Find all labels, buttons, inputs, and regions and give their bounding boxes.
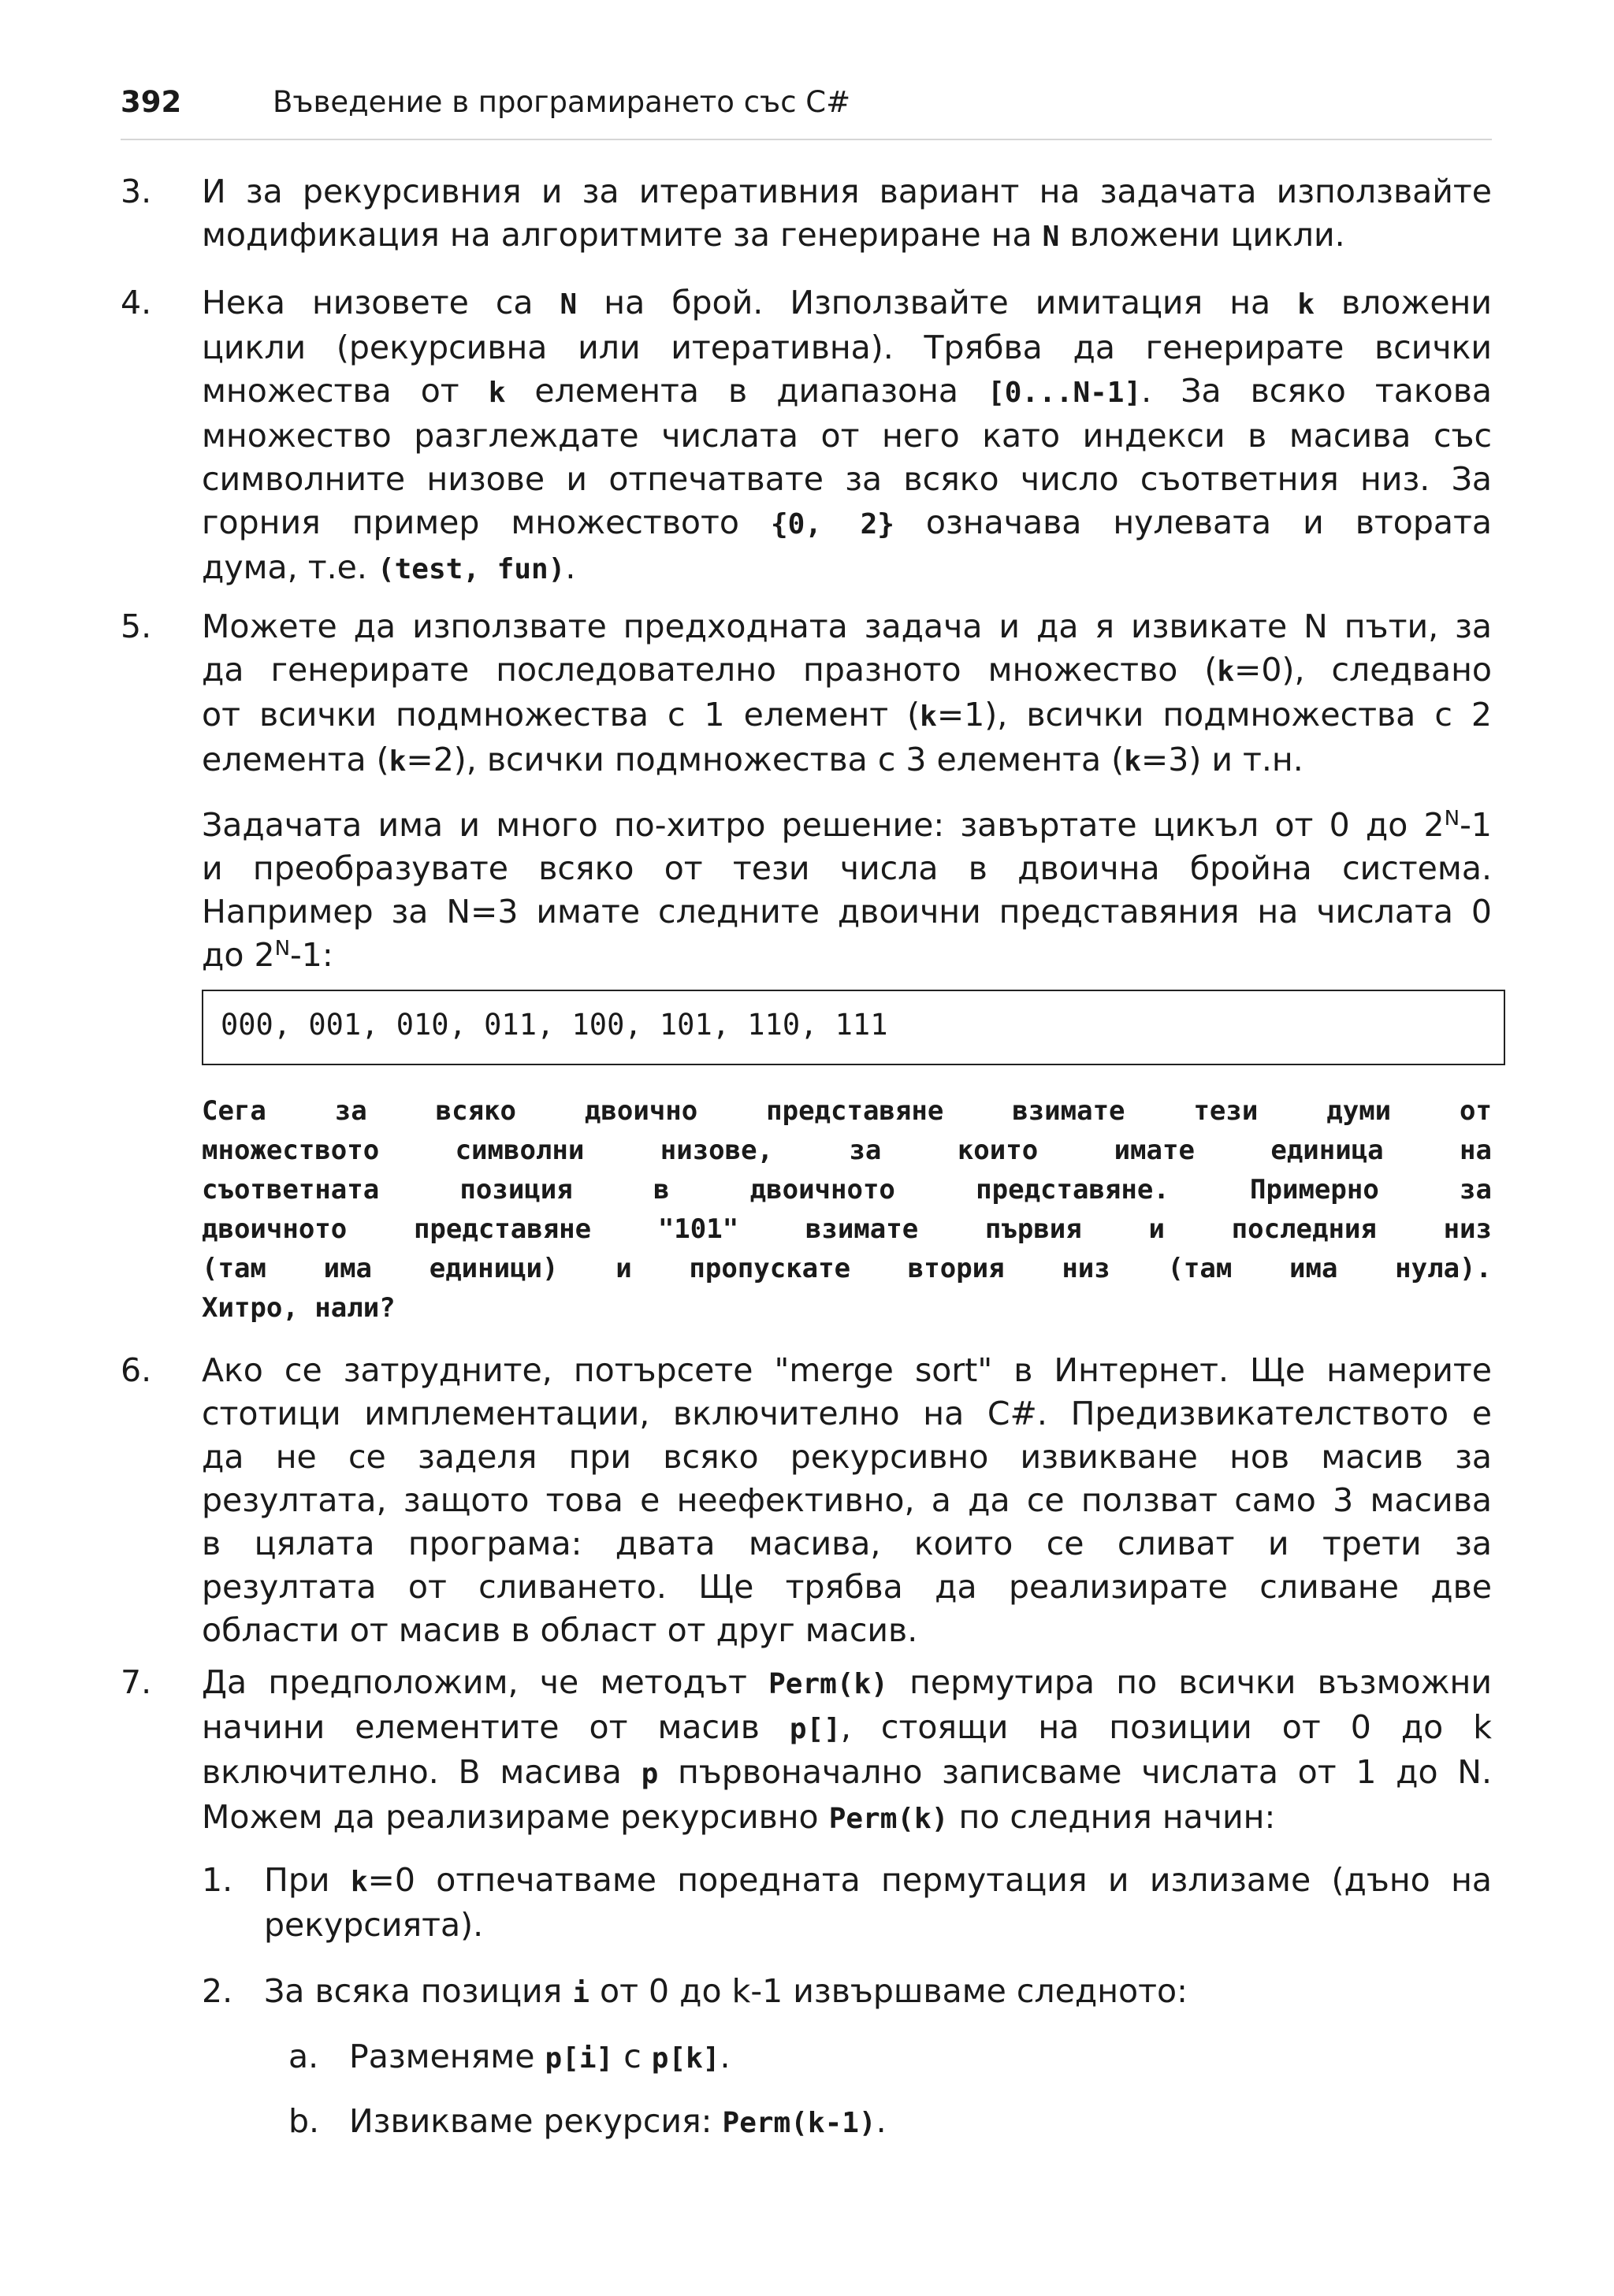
- item-number: 6.: [121, 1351, 152, 1389]
- page-number: 392: [121, 85, 182, 119]
- text-line: дума, т.е. (test, fun).: [202, 548, 576, 586]
- text-line: Задачата има и много по-хитро решение: завъртате цикъл от 0 до $2^N-1$: [202, 806, 1492, 844]
- item-text: [202, 1349, 1492, 1652]
- sub-item-letter: b.: [288, 2102, 320, 2140]
- text-line: от всички подмножества с 1 елемент (k=1), всички подмножества с 2: [202, 696, 1492, 734]
- text-line: символните низове и отпечатвате за всяко число съответния низ. За: [202, 460, 1492, 498]
- text-line: в цялата програма: двата масива, които се сливат и трети за: [202, 1525, 1492, 1562]
- text-line: цикли (рекурсивна или итеративна). Трябва да генерирате всички: [202, 329, 1492, 366]
- item-paragraph-2: [202, 804, 1492, 977]
- text-line: Можем да реализираме рекурсивно Perm(k) по следния начин:: [202, 1798, 1276, 1836]
- item-number: 5.: [121, 607, 152, 645]
- text-line: до $2^N-1$:: [202, 936, 333, 974]
- code-example-box: [202, 990, 1505, 1065]
- text-line: Можете да използвате предходната задача и да я извикате N пъти, за: [202, 607, 1492, 645]
- text-line: елемента (k=2), всички подмножества с 3 елемента (k=3) и т.н.: [202, 741, 1303, 778]
- text-line: Например за N=3 имате следните двоични представяния на числата 0: [202, 893, 1492, 931]
- running-header: [121, 82, 1492, 140]
- text-line: включително. В масива p първоначално записваме числата от 1 до N.: [202, 1753, 1493, 1791]
- item-number: 7.: [121, 1663, 152, 1701]
- text-line: множества от k елемента в диапазона [0...N-1]. За всяко такова: [202, 372, 1492, 410]
- sub-item-letter: a.: [288, 2038, 319, 2075]
- text-line: При k=0 отпечатваме поредната пермутация и излизаме (дъно на: [264, 1861, 1492, 1899]
- text-line: множество разглеждате числата от него като индекси в масива със: [202, 417, 1492, 455]
- text-line: да не се заделя при всяко рекурсивно извикване нов масив за: [202, 1438, 1492, 1476]
- code-example: 000, 001, 010, 011, 100, 101, 110, 111: [221, 1008, 888, 1042]
- note-line: (там има единици) и пропускате втория низ (там има нула).: [202, 1253, 1492, 1284]
- item-number: 4.: [121, 284, 152, 321]
- item-text: [202, 170, 1492, 258]
- text-line: Да предположим, че методът Perm(k) пермутира по всички възможни: [202, 1663, 1492, 1701]
- text-line: рекурсията).: [264, 1906, 484, 1944]
- note-line: Сега за всяко двоично представяне взимате тези думи от: [202, 1095, 1492, 1127]
- item-text: [202, 281, 1492, 591]
- text-line: и преобразувате всяко от тези числа в двоична бройна система.: [202, 849, 1492, 887]
- sub-item-text: Разменяме p[i] с p[k].: [349, 2038, 731, 2075]
- note-line: съответната позиция в двоичното представяне. Примерно за: [202, 1174, 1492, 1206]
- text-line: Ако се затрудните, потърсете "merge sort" в Интернет. Ще намерите: [202, 1351, 1492, 1389]
- text-line: стотици имплементации, включително на C#. Предизвикателството е: [202, 1395, 1492, 1432]
- book-title: Въведение в програмирането със C#: [273, 85, 851, 119]
- item-number: 3.: [121, 173, 152, 210]
- sub-item-text: [264, 1859, 1492, 1947]
- text-line: начини елементите от масив p[], стоящи на позиции от 0 до k: [202, 1708, 1492, 1746]
- note-line: множеството символни низове, за които имате единица на: [202, 1135, 1492, 1166]
- note-line: Хитро, нали?: [202, 1292, 396, 1324]
- bold-note: [202, 1091, 1492, 1328]
- text-line: да генерирате последователно празното множество (k=0), следвано: [202, 651, 1492, 689]
- sub-item-number: 2.: [202, 1972, 233, 2010]
- sub-item-number: 1.: [202, 1861, 233, 1899]
- text-line: И за рекурсивния и за итеративния вариант на задачата използвайте: [202, 173, 1492, 210]
- item-text: [202, 605, 1492, 783]
- sub-item-text: За всяка позиция i от 0 до k-1 извършваме следното:: [264, 1972, 1188, 2010]
- text-line: модификация на алгоритмите за генериране на N вложени цикли.: [202, 216, 1345, 254]
- text-line: Нека низовете са N на брой. Използвайте имитация на k вложени: [202, 284, 1493, 321]
- text-line: резултата, защото това е неефективно, а да се ползват само 3 масива: [202, 1481, 1492, 1519]
- item-text: [202, 1661, 1492, 1841]
- note-line: двоичното представяне "101" взимате първия и последния низ: [202, 1213, 1492, 1245]
- sub-item-text: Извикваме рекурсия: Perm(k-1).: [349, 2102, 887, 2140]
- text-line: горния пример множеството {0, 2} означава нулевата и втората: [202, 503, 1492, 541]
- text-line: области от масив в област от друг масив.: [202, 1611, 918, 1649]
- text-line: резултата от сливането. Ще трябва да реализирате сливане две: [202, 1568, 1492, 1606]
